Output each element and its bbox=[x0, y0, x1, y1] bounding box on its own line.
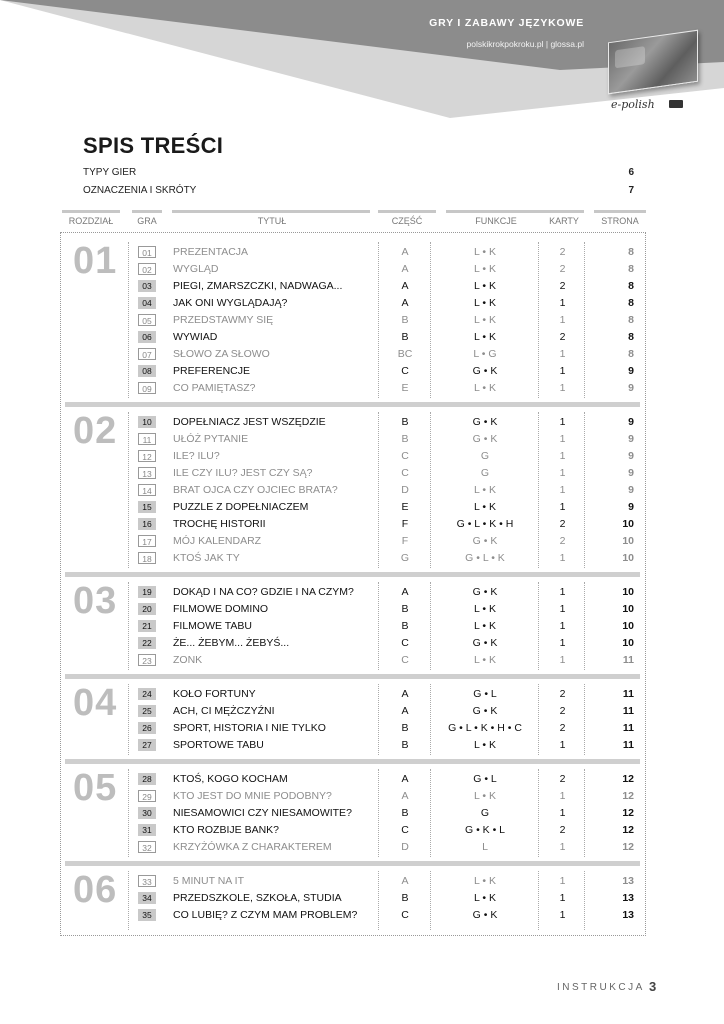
table-row bbox=[0, 516, 724, 533]
game-number: 14 bbox=[138, 484, 156, 496]
game-part: C bbox=[401, 365, 409, 377]
game-cards: 2 bbox=[559, 263, 566, 275]
game-title: SPORTOWE TABU bbox=[173, 739, 264, 751]
table-row bbox=[0, 448, 724, 465]
game-page: 9 bbox=[628, 433, 634, 445]
game-functions: G • L • K bbox=[465, 552, 505, 564]
game-part: B bbox=[401, 314, 409, 326]
game-part: C bbox=[401, 654, 409, 666]
game-functions: G • L bbox=[473, 688, 497, 700]
game-page: 11 bbox=[622, 688, 634, 700]
game-cards: 1 bbox=[559, 654, 566, 666]
chapter-number: 01 bbox=[73, 240, 118, 282]
game-page: 12 bbox=[622, 807, 634, 819]
intro-page: 6 bbox=[628, 167, 634, 178]
table-row bbox=[0, 261, 724, 278]
chapter-separator bbox=[65, 759, 640, 764]
game-title: ZONK bbox=[173, 654, 203, 666]
game-number: 04 bbox=[138, 297, 156, 309]
table-row bbox=[0, 703, 724, 720]
game-functions: L • K bbox=[474, 603, 496, 615]
game-title: 5 MINUT NA IT bbox=[173, 875, 244, 887]
game-page: 11 bbox=[622, 739, 634, 751]
game-title: WYWIAD bbox=[173, 331, 218, 343]
game-number: 28 bbox=[138, 773, 156, 785]
page-title: SPIS TREŚCI bbox=[83, 133, 224, 158]
table-row bbox=[0, 788, 724, 805]
col-header-tytul: TYTUŁ bbox=[257, 216, 287, 226]
game-page: 9 bbox=[628, 501, 634, 513]
game-page: 10 bbox=[622, 620, 634, 632]
game-functions: L • K bbox=[474, 246, 496, 258]
chapter-number: 04 bbox=[73, 682, 118, 724]
game-number: 25 bbox=[138, 705, 156, 717]
table-row bbox=[0, 737, 724, 754]
table-row bbox=[0, 907, 724, 924]
game-part: A bbox=[401, 246, 409, 258]
chapter-number: 06 bbox=[73, 869, 118, 911]
game-title: PREZENTACJA bbox=[173, 246, 249, 258]
game-part: D bbox=[401, 484, 409, 496]
game-title: FILMOWE TABU bbox=[173, 620, 252, 632]
game-number: 17 bbox=[138, 535, 156, 547]
game-page: 10 bbox=[622, 637, 634, 649]
game-cards: 1 bbox=[559, 484, 566, 496]
game-title: BRAT OJCA CZY OJCIEC BRATA? bbox=[173, 484, 338, 496]
table-row bbox=[0, 465, 724, 482]
game-cards: 1 bbox=[559, 450, 566, 462]
game-page: 13 bbox=[622, 875, 634, 887]
table-row bbox=[0, 363, 724, 380]
game-page: 9 bbox=[628, 450, 634, 462]
table-row bbox=[0, 499, 724, 516]
game-cards: 2 bbox=[559, 688, 566, 700]
game-functions: G • K bbox=[472, 365, 498, 377]
game-page: 8 bbox=[628, 331, 634, 343]
table-row bbox=[0, 346, 724, 363]
header-bar bbox=[62, 210, 120, 213]
game-number: 21 bbox=[138, 620, 156, 632]
game-page: 8 bbox=[628, 348, 634, 360]
game-page: 8 bbox=[628, 280, 634, 292]
game-number: 32 bbox=[138, 841, 156, 853]
game-part: C bbox=[401, 637, 409, 649]
series-title: GRY I ZABAWY JĘZYKOWE bbox=[429, 17, 584, 29]
game-cards: 1 bbox=[559, 909, 566, 921]
table-row bbox=[0, 686, 724, 703]
game-number: 22 bbox=[138, 637, 156, 649]
game-functions: G • K bbox=[472, 433, 498, 445]
game-part: E bbox=[401, 382, 409, 394]
game-title: CO LUBIĘ? Z CZYM MAM PROBLEM? bbox=[173, 909, 358, 921]
game-page: 9 bbox=[628, 484, 634, 496]
game-part: A bbox=[401, 790, 409, 802]
game-functions: L • K bbox=[474, 314, 496, 326]
game-part: A bbox=[401, 586, 409, 598]
game-part: A bbox=[401, 773, 409, 785]
game-part: B bbox=[401, 722, 409, 734]
game-part: A bbox=[401, 263, 409, 275]
game-title: KRZYŻÓWKA Z CHARAKTEREM bbox=[173, 841, 332, 853]
game-title: DOKĄD I NA CO? GDZIE I NA CZYM? bbox=[173, 586, 354, 598]
game-title: PRZEDSZKOLE, SZKOŁA, STUDIA bbox=[173, 892, 342, 904]
game-part: B bbox=[401, 603, 409, 615]
game-functions: L • K bbox=[474, 263, 496, 275]
game-page: 10 bbox=[622, 603, 634, 615]
game-number: 33 bbox=[138, 875, 156, 887]
chapter-number: 02 bbox=[73, 410, 118, 452]
game-part: C bbox=[401, 450, 409, 462]
game-number: 26 bbox=[138, 722, 156, 734]
chapter-number: 03 bbox=[73, 580, 118, 622]
game-title: UŁÓŻ PYTANIE bbox=[173, 433, 249, 445]
game-cards: 2 bbox=[559, 280, 566, 292]
game-page: 10 bbox=[622, 518, 634, 530]
game-cards: 2 bbox=[559, 773, 566, 785]
game-page: 13 bbox=[622, 892, 634, 904]
game-number: 09 bbox=[138, 382, 156, 394]
game-part: G bbox=[400, 552, 410, 564]
game-cards: 1 bbox=[559, 365, 566, 377]
game-functions: L • K bbox=[474, 297, 496, 309]
table-row bbox=[0, 278, 724, 295]
game-functions: G • K • L bbox=[464, 824, 506, 836]
chapter-separator bbox=[65, 572, 640, 577]
table-row bbox=[0, 618, 724, 635]
table-row bbox=[0, 244, 724, 261]
game-number: 16 bbox=[138, 518, 156, 530]
game-number: 11 bbox=[138, 433, 156, 445]
game-functions: G bbox=[480, 450, 490, 462]
game-functions: G • L • K • H • C bbox=[448, 722, 522, 734]
game-cards: 2 bbox=[559, 722, 566, 734]
game-title: JAK ONI WYGLĄDAJĄ? bbox=[173, 297, 288, 309]
game-page: 9 bbox=[628, 467, 634, 479]
game-number: 18 bbox=[138, 552, 156, 564]
header-bar bbox=[132, 210, 162, 213]
game-title: PUZZLE Z DOPEŁNIACZEM bbox=[173, 501, 309, 513]
game-cards: 1 bbox=[559, 552, 566, 564]
game-title: ILE? ILU? bbox=[173, 450, 220, 462]
game-number: 35 bbox=[138, 909, 156, 921]
chapter-separator bbox=[65, 674, 640, 679]
game-functions: L • K bbox=[474, 892, 496, 904]
game-page: 10 bbox=[622, 552, 634, 564]
game-number: 13 bbox=[138, 467, 156, 479]
game-part: A bbox=[401, 705, 409, 717]
table-row bbox=[0, 312, 724, 329]
game-cards: 1 bbox=[559, 790, 566, 802]
table-row bbox=[0, 890, 724, 907]
game-number: 29 bbox=[138, 790, 156, 802]
game-cards: 1 bbox=[559, 739, 566, 751]
game-page: 9 bbox=[628, 365, 634, 377]
col-header-gra: GRA bbox=[137, 216, 157, 226]
game-cards: 1 bbox=[559, 586, 566, 598]
game-title: NIESAMOWICI CZY NIESAMOWITE? bbox=[173, 807, 352, 819]
col-header-czesc: CZĘŚĆ bbox=[391, 216, 423, 226]
game-cards: 1 bbox=[559, 501, 566, 513]
game-title: TROCHĘ HISTORII bbox=[173, 518, 266, 530]
game-functions: G bbox=[480, 467, 490, 479]
game-cards: 1 bbox=[559, 892, 566, 904]
game-functions: L • K bbox=[474, 280, 496, 292]
table-row bbox=[0, 720, 724, 737]
game-number: 27 bbox=[138, 739, 156, 751]
game-page: 9 bbox=[628, 416, 634, 428]
game-functions: L • K bbox=[474, 382, 496, 394]
table-row bbox=[0, 431, 724, 448]
game-number: 19 bbox=[138, 586, 156, 598]
intro-label: OZNACZENIA I SKRÓTY bbox=[83, 185, 197, 196]
table-header bbox=[60, 210, 650, 230]
game-part: B bbox=[401, 892, 409, 904]
chapter-number: 05 bbox=[73, 767, 118, 809]
game-cards: 1 bbox=[559, 807, 566, 819]
col-header-funkcje: FUNKCJE bbox=[475, 216, 517, 226]
game-page: 13 bbox=[622, 909, 634, 921]
game-cards: 1 bbox=[559, 416, 566, 428]
game-page: 8 bbox=[628, 263, 634, 275]
table-row bbox=[0, 771, 724, 788]
game-functions: L • K bbox=[474, 501, 496, 513]
game-page: 12 bbox=[622, 790, 634, 802]
game-title: WYGLĄD bbox=[173, 263, 219, 275]
table-row bbox=[0, 533, 724, 550]
game-part: B bbox=[401, 739, 409, 751]
game-page: 12 bbox=[622, 824, 634, 836]
table-row bbox=[0, 805, 724, 822]
header-bar bbox=[446, 210, 546, 213]
chapter-separator bbox=[65, 402, 640, 407]
header-bar bbox=[378, 210, 436, 213]
game-functions: L • K bbox=[474, 739, 496, 751]
game-cards: 1 bbox=[559, 841, 566, 853]
game-part: C bbox=[401, 824, 409, 836]
game-functions: G • K bbox=[472, 416, 498, 428]
table-row bbox=[0, 822, 724, 839]
header-bar bbox=[172, 210, 370, 213]
table-row bbox=[0, 550, 724, 567]
game-part: C bbox=[401, 909, 409, 921]
game-functions: G • L • K • H bbox=[456, 518, 514, 530]
game-part: B bbox=[401, 331, 409, 343]
game-cards: 1 bbox=[559, 348, 566, 360]
game-functions: L • G bbox=[473, 348, 497, 360]
game-title: ŻE... ŻEBYM... ŻEBYŚ... bbox=[173, 637, 290, 649]
game-page: 11 bbox=[622, 705, 634, 717]
game-number: 34 bbox=[138, 892, 156, 904]
game-number: 24 bbox=[138, 688, 156, 700]
game-functions: L • K bbox=[474, 331, 496, 343]
game-number: 06 bbox=[138, 331, 156, 343]
game-functions: L • K bbox=[474, 790, 496, 802]
game-part: B bbox=[401, 416, 409, 428]
game-number: 02 bbox=[138, 263, 156, 275]
game-title: KTOŚ JAK TY bbox=[173, 552, 240, 564]
game-number: 30 bbox=[138, 807, 156, 819]
game-cards: 2 bbox=[559, 535, 566, 547]
game-part: B bbox=[401, 620, 409, 632]
game-functions: G • L bbox=[473, 773, 497, 785]
game-page: 8 bbox=[628, 297, 634, 309]
game-page: 12 bbox=[622, 773, 634, 785]
game-cards: 1 bbox=[559, 603, 566, 615]
game-page: 12 bbox=[622, 841, 634, 853]
game-functions: G • K bbox=[472, 705, 498, 717]
game-part: D bbox=[401, 841, 409, 853]
game-page: 8 bbox=[628, 246, 634, 258]
game-page: 10 bbox=[622, 535, 634, 547]
game-cards: 1 bbox=[559, 433, 566, 445]
game-part: A bbox=[401, 280, 409, 292]
game-number: 20 bbox=[138, 603, 156, 615]
game-cards: 2 bbox=[559, 705, 566, 717]
game-page: 11 bbox=[622, 722, 634, 734]
intro-row bbox=[83, 167, 634, 178]
table-row bbox=[0, 414, 724, 431]
game-cards: 2 bbox=[559, 331, 566, 343]
game-number: 10 bbox=[138, 416, 156, 428]
table-row bbox=[0, 652, 724, 669]
game-cards: 2 bbox=[559, 518, 566, 530]
intro-row bbox=[83, 185, 634, 196]
game-title: CO PAMIĘTASZ? bbox=[173, 382, 256, 394]
site-links: polskikrokpokroku.pl | glossa.pl bbox=[466, 39, 584, 49]
game-cards: 2 bbox=[559, 824, 566, 836]
game-page: 9 bbox=[628, 382, 634, 394]
game-title: ACH, CI MĘŻCZYŹNI bbox=[173, 705, 275, 717]
game-part: C bbox=[401, 467, 409, 479]
table-row bbox=[0, 839, 724, 856]
game-cards: 1 bbox=[559, 297, 566, 309]
game-title: PRZEDSTAWMY SIĘ bbox=[173, 314, 274, 326]
game-cards: 1 bbox=[559, 467, 566, 479]
table-row bbox=[0, 601, 724, 618]
game-title: KTOŚ, KOGO KOCHAM bbox=[173, 773, 288, 785]
game-functions: G • K bbox=[472, 535, 498, 547]
game-cards: 1 bbox=[559, 620, 566, 632]
col-header-karty: KARTY bbox=[549, 216, 579, 226]
game-title: ILE CZY ILU? JEST CZY SĄ? bbox=[173, 467, 313, 479]
game-functions: G • K bbox=[472, 586, 498, 598]
game-title: PIEGI, ZMARSZCZKI, NADWAGA... bbox=[173, 280, 343, 292]
game-cards: 1 bbox=[559, 875, 566, 887]
game-page: 11 bbox=[622, 654, 634, 666]
game-title: KOŁO FORTUNY bbox=[173, 688, 256, 700]
game-number: 15 bbox=[138, 501, 156, 513]
table-row bbox=[0, 380, 724, 397]
game-number: 05 bbox=[138, 314, 156, 326]
game-part: B bbox=[401, 433, 409, 445]
game-title: KTO ROZBIJE BANK? bbox=[173, 824, 279, 836]
game-part: F bbox=[401, 535, 409, 547]
game-number: 12 bbox=[138, 450, 156, 462]
page-number: 3 bbox=[649, 979, 657, 994]
game-title: DOPEŁNIACZ JEST WSZĘDZIE bbox=[173, 416, 326, 428]
game-part: BC bbox=[397, 348, 413, 360]
game-title: SŁOWO ZA SŁOWO bbox=[173, 348, 270, 360]
game-number: 31 bbox=[138, 824, 156, 836]
table-row bbox=[0, 873, 724, 890]
game-cards: 1 bbox=[559, 382, 566, 394]
game-part: A bbox=[401, 688, 409, 700]
game-number: 23 bbox=[138, 654, 156, 666]
game-title: SPORT, HISTORIA I NIE TYLKO bbox=[173, 722, 326, 734]
footer-label: INSTRUKCJA bbox=[557, 982, 645, 993]
game-page: 10 bbox=[622, 586, 634, 598]
game-functions: G • K bbox=[472, 637, 498, 649]
game-title: MÓJ KALENDARZ bbox=[173, 535, 262, 547]
game-part: F bbox=[401, 518, 409, 530]
game-cards: 1 bbox=[559, 637, 566, 649]
table-row bbox=[0, 584, 724, 601]
header-bar bbox=[594, 210, 646, 213]
game-number: 01 bbox=[138, 246, 156, 258]
game-title: FILMOWE DOMINO bbox=[173, 603, 269, 615]
game-functions: L • K bbox=[474, 484, 496, 496]
table-row bbox=[0, 295, 724, 312]
game-page: 8 bbox=[628, 314, 634, 326]
game-number: 07 bbox=[138, 348, 156, 360]
game-functions: L • K bbox=[474, 875, 496, 887]
game-part: A bbox=[401, 875, 409, 887]
game-functions: L • K bbox=[474, 654, 496, 666]
game-functions: L • K bbox=[474, 620, 496, 632]
game-cards: 1 bbox=[559, 314, 566, 326]
brand-badge-icon bbox=[669, 100, 683, 108]
game-functions: L bbox=[482, 841, 488, 853]
header-bar bbox=[544, 210, 584, 213]
game-cards: 2 bbox=[559, 246, 566, 258]
chapter-separator bbox=[65, 861, 640, 866]
game-part: B bbox=[401, 807, 409, 819]
game-functions: G • K bbox=[472, 909, 498, 921]
intro-page: 7 bbox=[628, 185, 634, 196]
col-header-strona: STRONA bbox=[601, 216, 639, 226]
game-title: PREFERENCJE bbox=[173, 365, 251, 377]
game-title: KTO JEST DO MNIE PODOBNY? bbox=[173, 790, 332, 802]
intro-label: TYPY GIER bbox=[83, 167, 137, 178]
game-number: 08 bbox=[138, 365, 156, 377]
table-row bbox=[0, 635, 724, 652]
game-number: 03 bbox=[138, 280, 156, 292]
table-row bbox=[0, 329, 724, 346]
game-part: E bbox=[401, 501, 409, 513]
game-functions: G bbox=[480, 807, 490, 819]
col-header-rozdzial: ROZDZIAŁ bbox=[68, 216, 114, 226]
game-part: A bbox=[401, 297, 409, 309]
brand-logo: e-polish bbox=[611, 98, 655, 111]
table-row bbox=[0, 482, 724, 499]
